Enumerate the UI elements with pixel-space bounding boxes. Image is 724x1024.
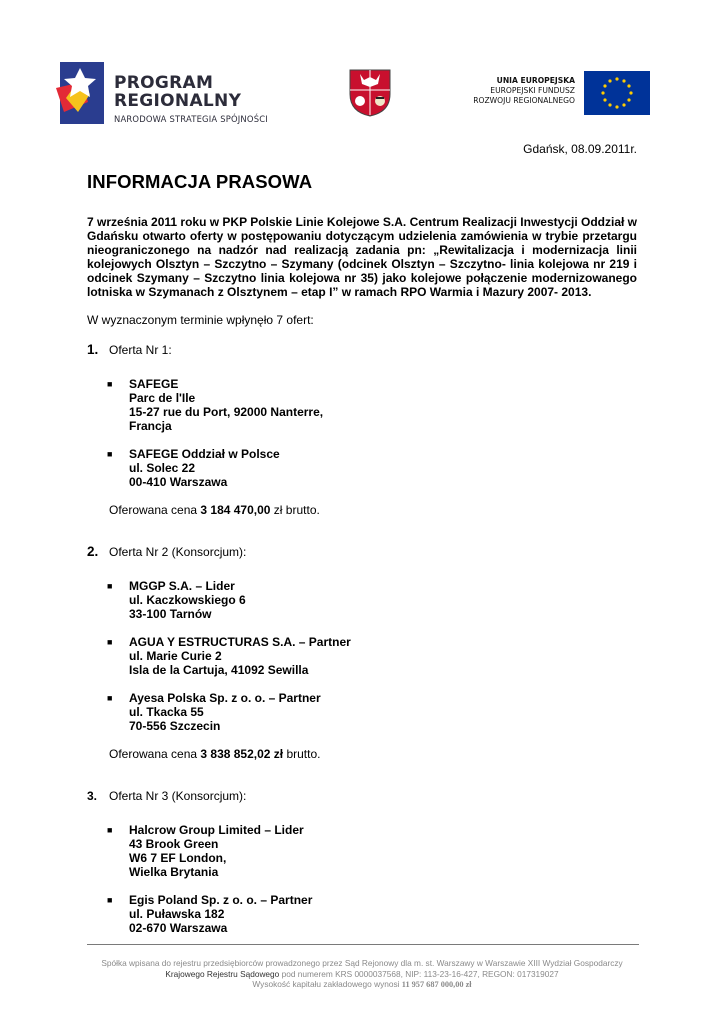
price-value: 3 184 470,00: [200, 503, 271, 517]
bidder-line: Wielka Brytania: [129, 865, 219, 879]
bidder-line: Francja: [129, 419, 172, 433]
footer-capital-label: Wysokość kapitału zakładowego wynosi: [252, 979, 402, 989]
document-body: [87, 215, 637, 949]
bidder-line: 15-27 rue du Port, 92000 Nanterre,: [129, 405, 324, 419]
square-bullet-icon: ■: [107, 581, 113, 591]
footer-line-3: [60, 979, 664, 991]
offer-1: [87, 343, 637, 517]
voivodeship-crest-icon: [348, 68, 392, 118]
eu-line-3: ROZWOJU REGIONALNEGO: [473, 96, 575, 105]
offer-label: Oferta Nr 2 (Konsorcjum):: [109, 545, 247, 559]
document-title: INFORMACJA PRASOWA: [87, 171, 313, 192]
footer-divider: [87, 944, 639, 945]
footer-line-2: [60, 969, 664, 980]
bidder-line: ul. Puławska 182: [129, 907, 225, 921]
offer-number: 2.: [87, 544, 99, 559]
bidder-line: Parc de l'Ile: [129, 391, 196, 405]
square-bullet-icon: ■: [107, 825, 113, 835]
square-bullet-icon: ■: [107, 895, 113, 905]
eu-line-2: EUROPEJSKI FUNDUSZ: [490, 86, 575, 95]
offer-heading: [87, 545, 637, 559]
bidder-line: Isla de la Cartuja, 41092 Sewilla: [129, 663, 309, 677]
price-prefix: Oferowana cena: [109, 747, 201, 761]
bidder-line: ul. Marie Curie 2: [129, 649, 222, 663]
bidder-line: Ayesa Polska Sp. z o. o. – Partner: [129, 691, 321, 705]
bidder-line: 00-410 Warszawa: [129, 475, 228, 489]
offer-label: Oferta Nr 1:: [109, 343, 172, 357]
bidder-line: Egis Poland Sp. z o. o. – Partner: [129, 893, 313, 907]
offer-number: 3.: [87, 789, 98, 803]
bidder-line: 70-556 Szczecin: [129, 719, 221, 733]
bidder-line: ul. Tkacka 55: [129, 705, 204, 719]
bidder-block: [87, 377, 637, 433]
bidder-block: [87, 635, 637, 677]
footer-capital-value: 11 957 687 000,00 zł: [401, 980, 472, 989]
bidder-block: [87, 579, 637, 621]
offer-3: [87, 789, 637, 935]
offer-heading: [87, 789, 637, 803]
lead-paragraph: 7 września 2011 roku w PKP Polskie Linie Kolejowe S.A. Centrum Realizacji Inwestycji Oddział w Gdańsku otwarto oferty w postępowaniu dotyczącym udzielenia zamówienia w trybie przetargu nieograniczonego na nadzór nad realizacją zadania pn: „Rewitalizacja i modernizacja linii kolejowych Olsztyn – Szczytno – Szymany (odcinek Olsztyn – Szczytno- linia kolejowa nr 219 i odcinek Szymany – Szczytno linia kolejowa nr 35) jako kolejowe połączenie modernizowanego lotniska w Szymanach z Olsztynem – etap I” w ramach RPO Warmia i Mazury 2007- 2013.: [87, 215, 637, 299]
square-bullet-icon: ■: [107, 449, 113, 459]
price-suffix: brutto.: [283, 747, 321, 761]
bidder-block: [87, 823, 637, 879]
footer-line-1: Spółka wpisana do rejestru przedsiębiorców prowadzonego przez Sąd Rejonowy dla m. st. Warszawy w Warszawie XIII Wydział Gospodarczy: [101, 958, 623, 968]
price-value: 3 838 852,02 zł: [200, 747, 284, 761]
bidder-line: W6 7 EF London,: [129, 851, 227, 865]
program-regionalny-logo-icon: [56, 58, 112, 130]
price-prefix: Oferowana cena: [109, 503, 201, 517]
bidder-line: Halcrow Group Limited – Lider: [129, 823, 304, 837]
program-subtitle: NARODOWA STRATEGIA SPÓJNOŚCI: [114, 114, 268, 124]
offer-price: [87, 503, 637, 517]
program-line-1: PROGRAM: [114, 73, 214, 93]
bidder-line: AGUA Y ESTRUCTURAS S.A. – Partner: [129, 635, 351, 649]
bidder-block: [87, 893, 637, 935]
bidder-block: [87, 691, 637, 733]
footer-krs-details: pod numerem KRS 0000037568, NIP: 113-23-16-427, REGON: 017319027: [279, 968, 559, 979]
offer-heading: [87, 343, 637, 357]
square-bullet-icon: ■: [107, 637, 113, 647]
document-date: Gdańsk, 08.09.2011r.: [523, 142, 637, 156]
square-bullet-icon: ■: [107, 693, 113, 703]
footer-krs-label: Krajowego Rejestru Sądowego: [165, 968, 280, 979]
offer-2: [87, 545, 637, 761]
bidder-line: 43 Brook Green: [129, 837, 219, 851]
footer: [60, 958, 664, 991]
bidder-line: SAFEGE Oddział w Polsce: [129, 447, 280, 461]
program-line-2: REGIONALNY: [114, 91, 242, 111]
eu-fund-label: [440, 76, 575, 106]
bidder-line: SAFEGE: [129, 377, 179, 391]
eu-flag-icon: [584, 71, 650, 115]
offer-label: Oferta Nr 3 (Konsorcjum):: [109, 789, 247, 803]
offer-price: [87, 747, 637, 761]
bidder-line: ul. Solec 22: [129, 461, 196, 475]
offer-number: 1.: [87, 342, 99, 357]
square-bullet-icon: ■: [107, 379, 113, 389]
eu-line-1: UNIA EUROPEJSKA: [496, 76, 575, 85]
bidder-line: ul. Kaczkowskiego 6: [129, 593, 246, 607]
program-regionalny-logo: [56, 58, 276, 130]
bidder-line: 33-100 Tarnów: [129, 607, 212, 621]
intro-paragraph: W wyznaczonym terminie wpłynęło 7 ofert:: [87, 313, 314, 327]
price-suffix: zł brutto.: [270, 503, 320, 517]
bidder-line: 02-670 Warszawa: [129, 921, 228, 935]
bidder-block: [87, 447, 637, 489]
bidder-line: MGGP S.A. – Lider: [129, 579, 235, 593]
